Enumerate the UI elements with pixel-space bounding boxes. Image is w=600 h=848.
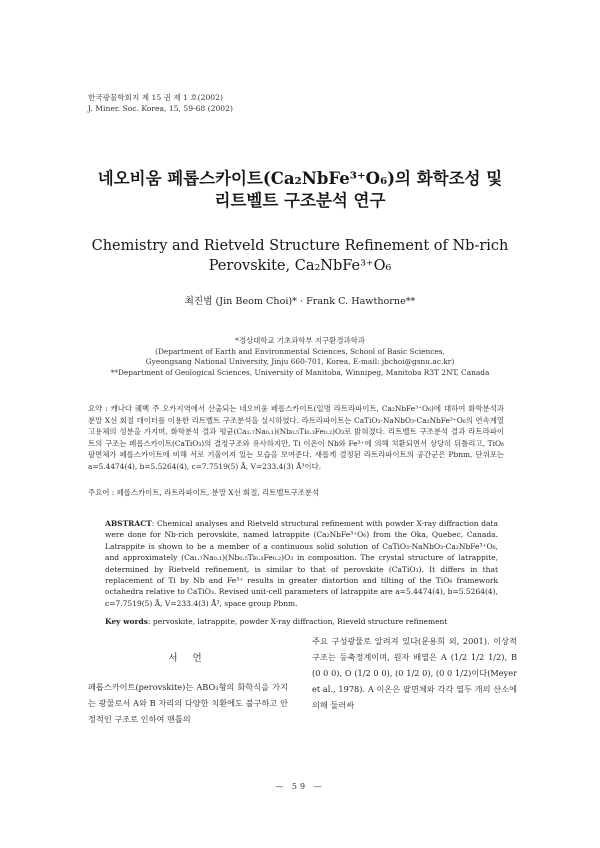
korean-keywords: 주요어 : 페롭스카이트, 라트라파이트, 분말 X선 회절, 리트벨트구조분석 [88, 488, 320, 497]
affiliation-address: Gyeongsang National University, Jinju 660-701, Korea, E-mail: jbchoi@gsnu.ac.kr) [145, 357, 455, 367]
affiliation-korean: *경상대학교 기초과학부 지구환경과학과 [235, 336, 365, 345]
affiliation-manitoba: **Department of Geological Sciences, University of Manitoba, Winnipeg, Manitoba R3T 2NT, Canada [110, 367, 490, 377]
korean-title [0, 168, 600, 212]
english-title-line1: Chemistry and Rietveld Structure Refinement of Nb-rich [91, 238, 509, 254]
abstract-label: ABSTRACT [105, 519, 152, 528]
keywords-label: Key words [105, 617, 148, 626]
journal-header-korean: 한국광물학회지 제 15 권 제 1 호(2002) [88, 93, 223, 102]
english-keywords [105, 617, 498, 626]
korean-title-line2: 리트벨트 구조분석 연구 [214, 191, 386, 210]
journal-header [88, 92, 233, 114]
english-abstract [105, 518, 498, 609]
abstract-text: : Chemical analyses and Rietveld structural refinement with powder X-ray diffraction data were done for Nb-rich perovskite, named latrappite (Ca₂NbFe³⁺O₆) from the Oka, Quebec, Canada. Latrappite is shown to be a member of a continuous solid solution of CaTiO₃-NaNbO₃-Ca₂NbFe³⁺O₆, and approximately (Ca₁.₇Na₀.₁)(Nb₀.₅Ti₀.₃Fe₀.₂)O₃ in composition. The crystal structure of latrappite, determined by Rietveld refinement, is similar to that of perovskite (CaTiO₃). It differs in that replacement of Ti by Nb and Fe³⁺ results in greater distortion and tilting of the TiO₆ framework octahedra relative to CaTiO₃. Revised unit-cell parameters of latrappite are a=5.4474(4), b=5.5264(4), c=7.7519(5) Å, V=233.4(3) Å³, space group Pbnm. [105, 519, 498, 608]
journal-header-english: J. Miner. Soc. Korea, 15, 59-68 (2002) [88, 104, 233, 113]
korean-title-line1: 네오비움 페롭스카이트(Ca₂NbFe³⁺O₆)의 화학조성 및 [97, 169, 503, 188]
body-left-column: 페롭스카이트(perovskite)는 ABO₃형의 화학식을 가지는 광물로서 A와 B 자리의 다양한 치환에도 불구하고 안정적인 구조로 인하여 맨틀의 [88, 682, 288, 724]
author-line: 최진범 (Jin Beom Choi)* · Frank C. Hawthorne** [184, 296, 416, 307]
section-heading-introduction: 서 언 [168, 653, 208, 664]
english-title-line2: Perovskite, Ca₂NbFe³⁺O₆ [208, 258, 392, 274]
page-number: — 59 — [275, 782, 325, 791]
english-title [0, 236, 600, 276]
affiliation-dept: (Department of Earth and Environmental Sciences, School of Basic Sciences, [155, 346, 445, 356]
body-right-column: 주요 구성광물로 알려져 있다(문용희 외, 2001). 이상적 구조는 등축정계이며, 원자 배열은 A (1/2 1/2 1/2), B (0 0 0), O (1/2 0 0), (0 1/2 0), (0 0 1/2)이다(Meyer et al., 1978). A 이온은 팔면체와 각각 열두 개의 산소에 의해 둘러싸 [312, 636, 517, 710]
affiliations [0, 336, 600, 378]
keywords-text: : pervoskite, latrappite, powder X-ray diffraction, Rieveld structure refinement [147, 617, 448, 626]
korean-abstract: 요약 : 캐나다 퀘벡 주 오카지역에서 산출되는 네오비움 페롭스카이트(일명 라트라파이트, Ca₂NbFe³⁺O₆)에 대하여 화학분석과 분말 X선 회절 데이터를 이용한 리트벨트 구조분석을 실시하였다. 라트라파이트는 CaTiO₃-NaNbO₃-Ca₂NbFe³⁺O₆의 연속계열 고용체의 성분을 가지며, 화학분석 결과 평균(Ca₁.₇Na₀.₁)(Nb₀.₅Ti₀.₃Fe₀.₂)O₃로 밝혀졌다. 리트벨트 구조분석 결과 라트라파이트의 구조는 페롭스카이트(CaTiO₃)의 결정구조와 유사하지만, Ti 이온이 Nb와 Fe³⁺에 의해 치환되면서 상당히 뒤틀리고, TiO₆ 팔면체가 페롭스카이트에 비해 서로 기울어져 있는 모습을 보여준다. 새롭게 결정된 라트라파이트의 공간군은 Pbnm, 단위포는 a=5.4474(4), b=5.5264(4), c=7.7519(5) Å, V=233.4(3) Å³이다. [88, 404, 504, 471]
